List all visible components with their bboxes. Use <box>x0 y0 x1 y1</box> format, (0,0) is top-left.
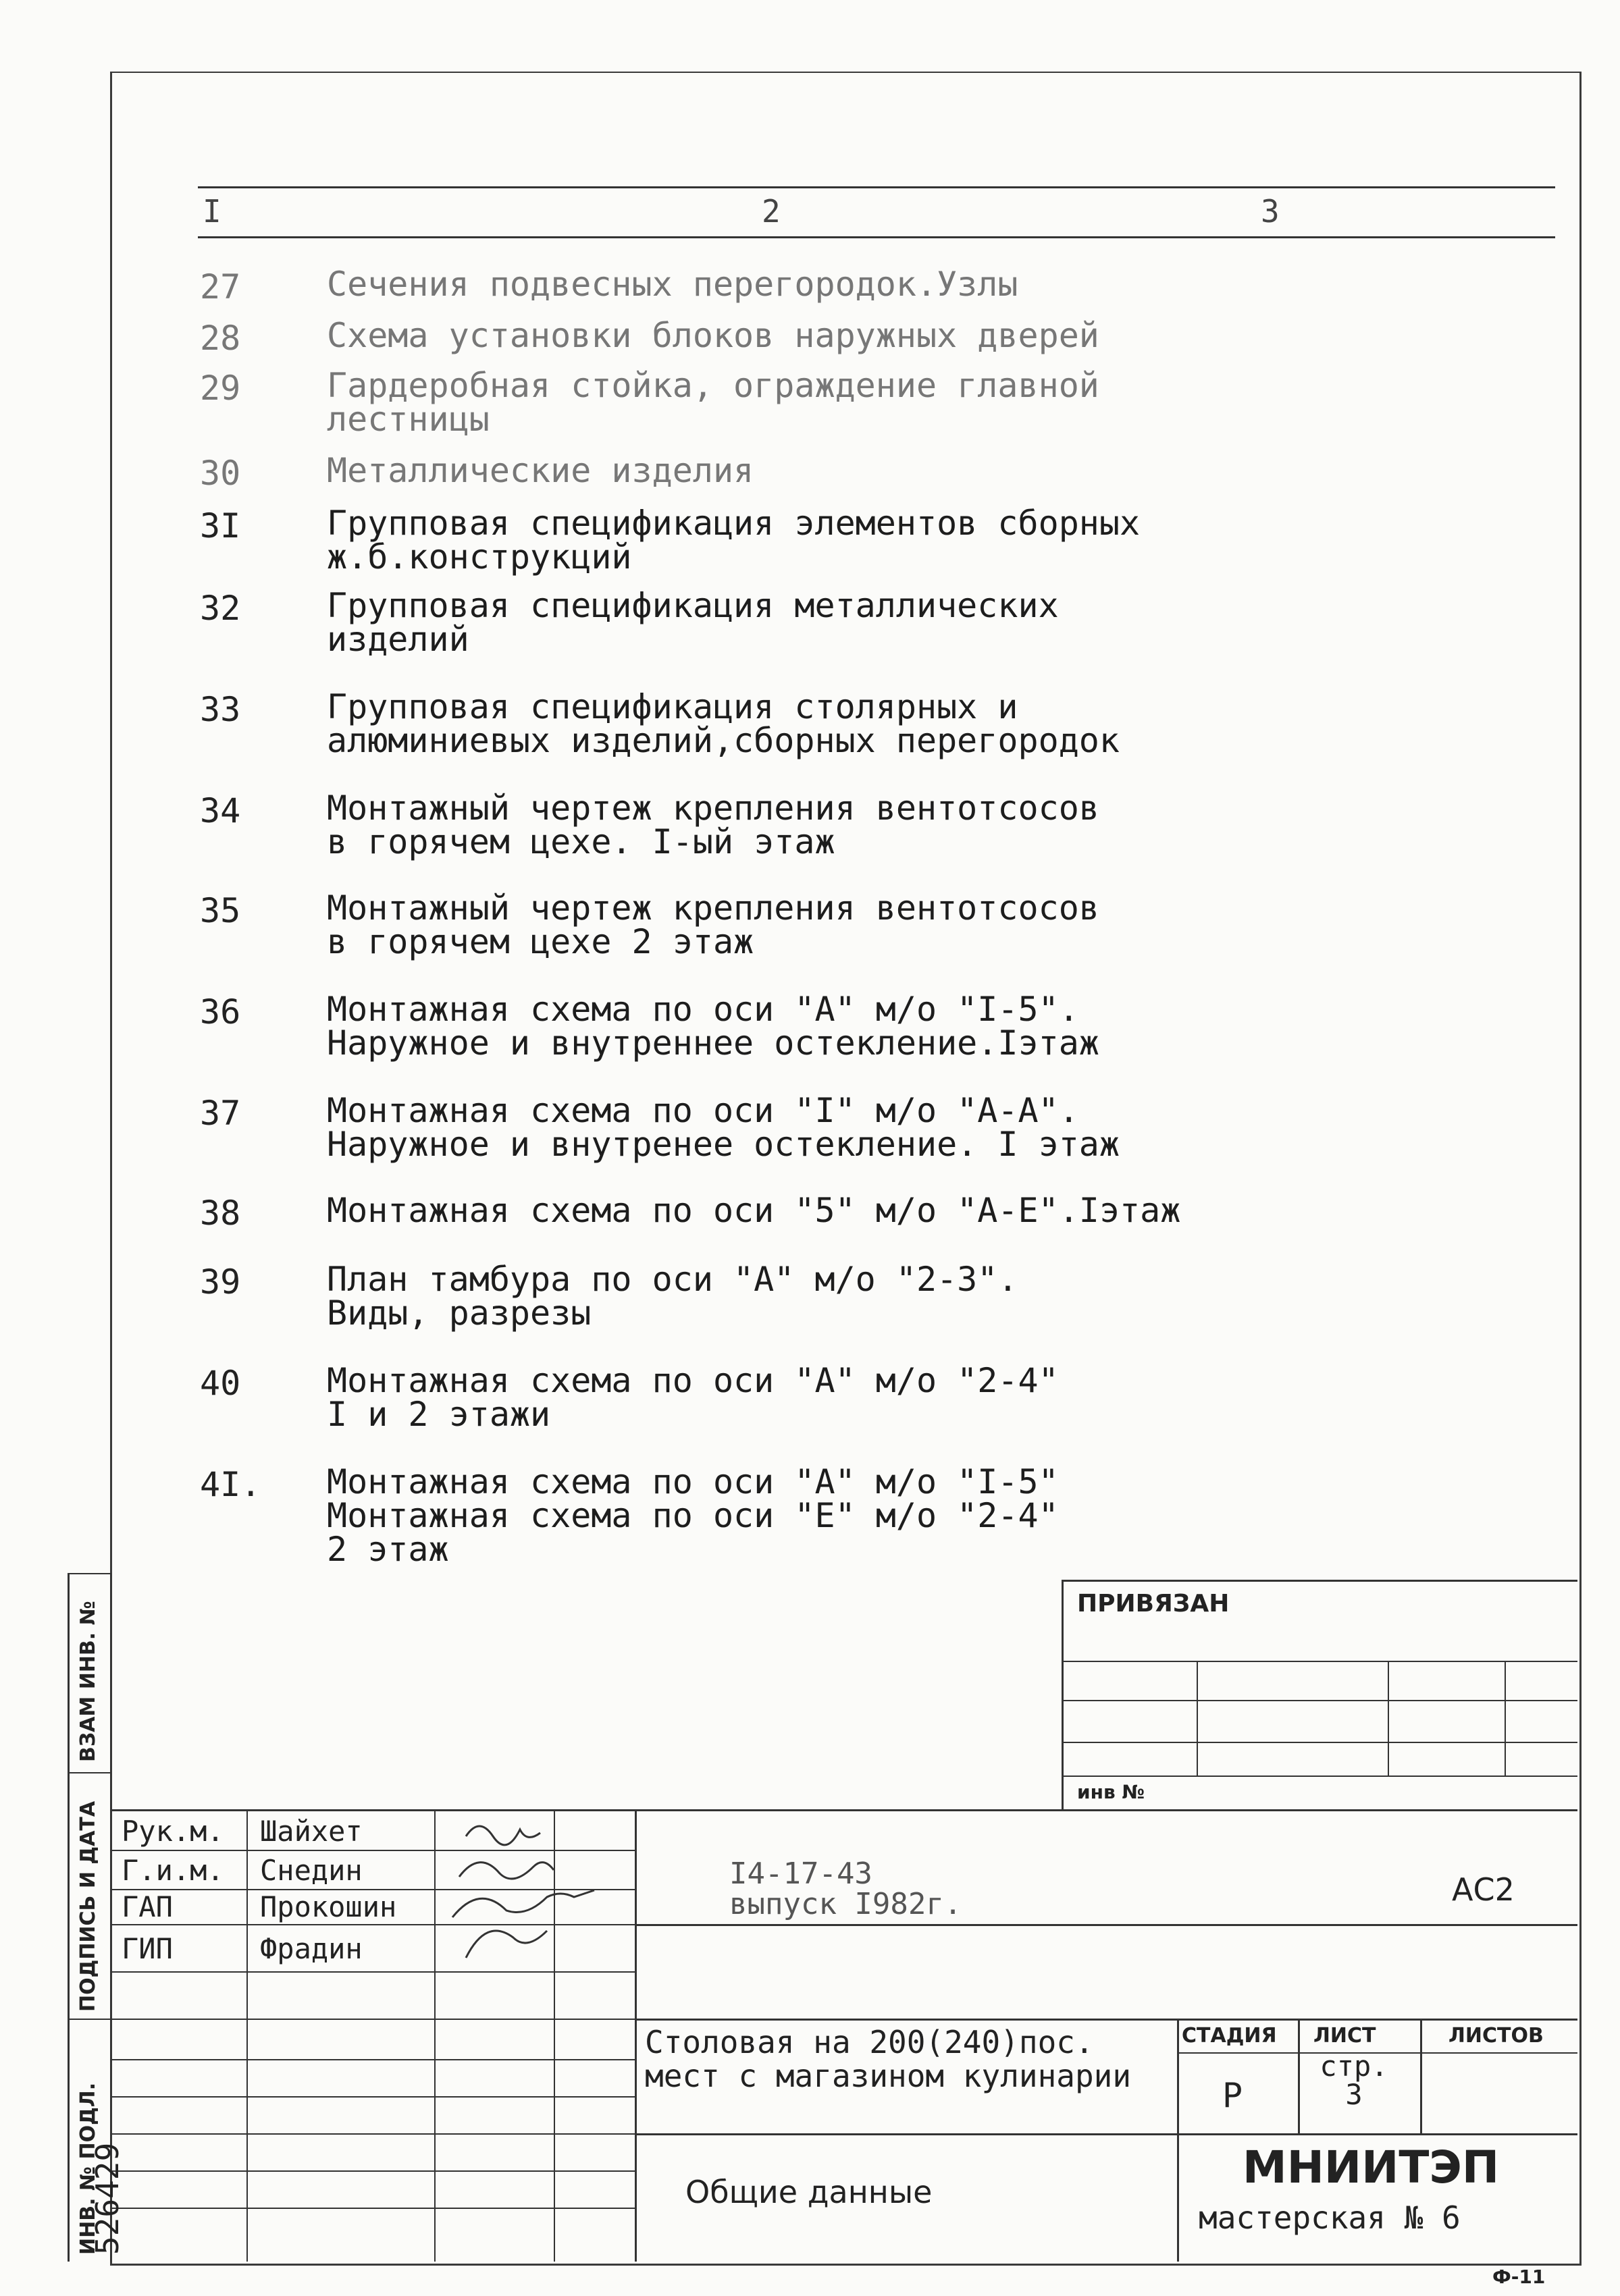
roles-row-5 <box>110 2019 635 2020</box>
sheet-number: 33 <box>200 690 241 729</box>
sheet-number: 3I <box>200 506 241 545</box>
privyazan-row2 <box>1062 1700 1577 1701</box>
privyazan-top <box>1062 1580 1577 1582</box>
privyazan-row1 <box>1062 1661 1577 1662</box>
privyazan-row3 <box>1062 1742 1577 1743</box>
stage-value: Р <box>1222 2076 1243 2115</box>
side-stamp-div2 <box>68 2019 110 2020</box>
list-item <box>200 888 1348 961</box>
sheet-label: ЛИСТ <box>1313 2024 1376 2048</box>
sheet-title: Монтажная схема по оси "5" м/о "А-Е".Iэтаж <box>327 1191 1181 1230</box>
sheet-title: Монтажная схема по оси "А" м/о "I-5". Наружное и внутреннее остекление.Iэтаж <box>327 990 1099 1063</box>
sheet-number: 27 <box>200 267 241 306</box>
vzam-inv-label: ВЗАМ ИНВ. № <box>76 1601 100 1762</box>
sheet-number: 35 <box>200 891 241 930</box>
sheet-title: Монтажная схема по оси "А" м/о "I-5" Монтажная схема по оси "Е" м/о "2-4" 2 этаж <box>327 1462 1059 1569</box>
roles-col-1 <box>246 1809 248 2262</box>
sheet-number: 39 <box>200 1262 241 1302</box>
project-code: I4-17-43 <box>729 1857 872 1891</box>
list-item <box>200 267 1348 306</box>
role-label: ГАП <box>122 1890 173 1923</box>
sheet-title: Монтажный чертеж крепления вентотсосов в горячем цехе 2 этаж <box>327 888 1099 961</box>
sheet-number: 36 <box>200 992 241 1032</box>
signatures <box>439 1809 635 1971</box>
document-name: Общие данные <box>685 2174 933 2210</box>
list-item <box>200 1462 1348 1569</box>
sheet-title: Групповая спецификация металлических изделий <box>327 586 1059 659</box>
sheet-number: 32 <box>200 589 241 628</box>
podpis-data-label: ПОДПИСЬ И ДАТА <box>76 1800 100 2012</box>
inv-podl-label: ИНВ. № ПОДЛ. <box>76 2082 100 2255</box>
side-stamp-top <box>68 1573 110 1574</box>
titleblock-row-b <box>635 2019 1577 2021</box>
organization: МНИИТЭП <box>1243 2141 1500 2193</box>
sheet-title: Гардеробная стойка, ограждение главной лестницы <box>327 366 1099 439</box>
list-item <box>200 791 1348 859</box>
inv-number: 526429 <box>89 2142 126 2255</box>
role-name: Снедин <box>260 1854 363 1887</box>
sheet-number: 40 <box>200 1364 241 1403</box>
document-mark: АС2 <box>1452 1871 1515 1908</box>
roles-row-6 <box>110 2059 635 2060</box>
sheet-title: Сечения подвесных перегородок.Узлы <box>327 265 1018 304</box>
sheet-number: 38 <box>200 1194 241 1233</box>
sheet-title: Металлические изделия <box>327 451 754 490</box>
roles-row-7 <box>110 2096 635 2098</box>
titleblock-row-a <box>635 1924 1577 1926</box>
stage-label: СТАДИЯ <box>1182 2024 1277 2048</box>
stage-col-2 <box>1298 2019 1300 2133</box>
role-name: Прокошин <box>260 1890 397 1923</box>
sheet-number: 34 <box>200 791 241 830</box>
list-item <box>200 316 1348 358</box>
roles-row-8 <box>110 2133 635 2135</box>
list-item <box>200 1361 1348 1434</box>
sheet-number: 30 <box>200 454 241 493</box>
roles-row-10 <box>110 2208 635 2209</box>
sheet-number: 37 <box>200 1094 241 1133</box>
role-label: ГИП <box>122 1932 173 1965</box>
sheet-title: Монтажный чертеж крепления вентотсосов в горячем цехе. I-ый этаж <box>327 789 1099 861</box>
sheet-value: стр. 3 <box>1319 2050 1388 2111</box>
titleblock-top <box>110 1809 1577 1811</box>
list-item <box>200 451 1348 493</box>
sheet-number: 28 <box>200 319 241 358</box>
list-item <box>200 586 1348 659</box>
sheet-number: 4I. <box>200 1465 261 1504</box>
header-bottom-rule <box>198 236 1555 238</box>
sheet-title: Схема установки блоков наружных дверей <box>327 316 1099 355</box>
privyazan-row4 <box>1062 1776 1577 1777</box>
list-item <box>200 990 1348 1063</box>
role-label: Рук.м. <box>122 1815 224 1848</box>
privyazan-col3 <box>1505 1661 1506 1776</box>
privyazan-label: ПРИВЯЗАН <box>1077 1590 1230 1618</box>
sheet-title: Монтажная схема по оси "I" м/о "А-А". Наружное и внутренее остекление. I этаж <box>327 1091 1120 1164</box>
workshop: мастерская № 6 <box>1199 2199 1461 2236</box>
role-name: Фрадин <box>260 1932 363 1965</box>
form-number: Ф-11 <box>1492 2266 1546 2288</box>
titleblock-row-c <box>635 2133 1577 2135</box>
column-header-3: 3 <box>1261 193 1280 230</box>
list-item <box>200 504 1348 577</box>
role-name: Шайхет <box>260 1815 363 1848</box>
sheet-number: 29 <box>200 369 241 408</box>
list-item <box>200 687 1348 760</box>
object-title: Столовая на 200(240)пос. мест с магазином кулинарии <box>645 2024 1132 2094</box>
roles-col-2 <box>434 1809 436 2262</box>
privyazan-col2 <box>1388 1661 1389 1776</box>
list-item <box>200 1191 1348 1233</box>
project-issue: выпуск I982г. <box>729 1887 962 1921</box>
side-stamp-div1 <box>68 1772 110 1773</box>
stage-col-3 <box>1420 2019 1422 2133</box>
list-item <box>200 366 1348 439</box>
column-header-1: I <box>203 193 221 230</box>
column-header-2: 2 <box>762 193 781 230</box>
role-label: Г.и.м. <box>122 1854 224 1887</box>
sheet-title: Монтажная схема по оси "А" м/о "2-4" I и 2 этажи <box>327 1361 1059 1434</box>
list-item <box>200 1260 1348 1333</box>
privyazan-left <box>1062 1580 1064 1809</box>
sheet-title: Групповая спецификация элементов сборных ж.б.конструкций <box>327 504 1141 577</box>
inv-no-label: инв № <box>1077 1781 1145 1803</box>
sheet-title: Групповая спецификация столярных и алюминиевых изделий,сборных перегородок <box>327 687 1120 760</box>
roles-row-4 <box>110 1971 635 1973</box>
header-top-rule <box>198 186 1555 188</box>
side-stamp-outer <box>68 1573 70 2262</box>
roles-row-9 <box>110 2170 635 2172</box>
titleblock-left-col <box>635 1809 637 2262</box>
sheet-title: План тамбура по оси "А" м/о "2-3". Виды, разрезы <box>327 1260 1018 1333</box>
sheets-label: ЛИСТОВ <box>1448 2024 1544 2048</box>
list-item <box>200 1091 1348 1164</box>
privyazan-col1 <box>1197 1661 1198 1776</box>
